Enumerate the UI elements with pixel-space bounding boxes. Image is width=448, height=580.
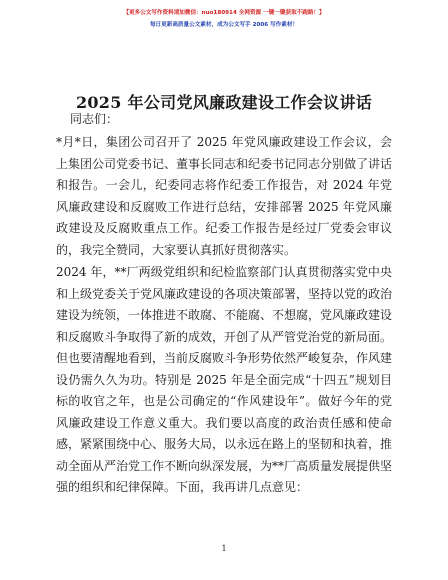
document-title: 2025 年公司党风廉政建设工作会议讲话 (75, 93, 373, 112)
promo-banner-line-2: 每日更新高质量公文素材，成为公文写手 2006 写作素材！ (149, 22, 299, 28)
page-number: 1 (221, 544, 227, 553)
paragraph-2: 2024 年，**厂两级党组织和纪检监察部门认真贯彻落实党中央和上级党委关于党风廉政建设的各项决策部署，坚持以党的政治建设为统领，一体推进不敢腐、不能腐、不想腐，党风廉政建设和反腐败斗争取得了新的成效，开创了从严管党治党的新局面。但也要清醒地看到，当前反腐败斗争形势依然严峻复杂，作风建设仍需久久为功。特别是 2025 年是全面完成“十四五”规划目标的收官之年，也是公司确定的“作风建设年”。做好今年的党风廉政建设工作意义重大。我们要以高度的政治责任感和使命感，紧紧围绕中心、服务大局，以永远在路上的坚韧和执着，推动全面从严治党工作不断向纵深发展，为**厂高质量发展提供坚强的组织和纪律保障。下面，我再讲几点意见： (56, 265, 393, 494)
promo-banner-line-1: 【更多公文写作资料请加微信：nuo180914 全网资源 一键一键获取不跑路！】 (123, 10, 325, 16)
paragraph-1: *月*日，集团公司召开了 2025 年党风廉政建设工作会议，会上集团公司党委书记、董事长同志和纪委书记同志分别做了讲话和报告。一会儿，纪委同志将作纪委工作报告，对 2024 年党风廉政建设和反腐败工作进行总结，安排部署 2025 年党风廉政建设及反腐败重点工作。纪委工作报告是经过厂党委会审议的，我完全赞同，大家要认真抓好贯彻落实。 (56, 135, 393, 257)
salutation: 同志们： (70, 112, 119, 126)
